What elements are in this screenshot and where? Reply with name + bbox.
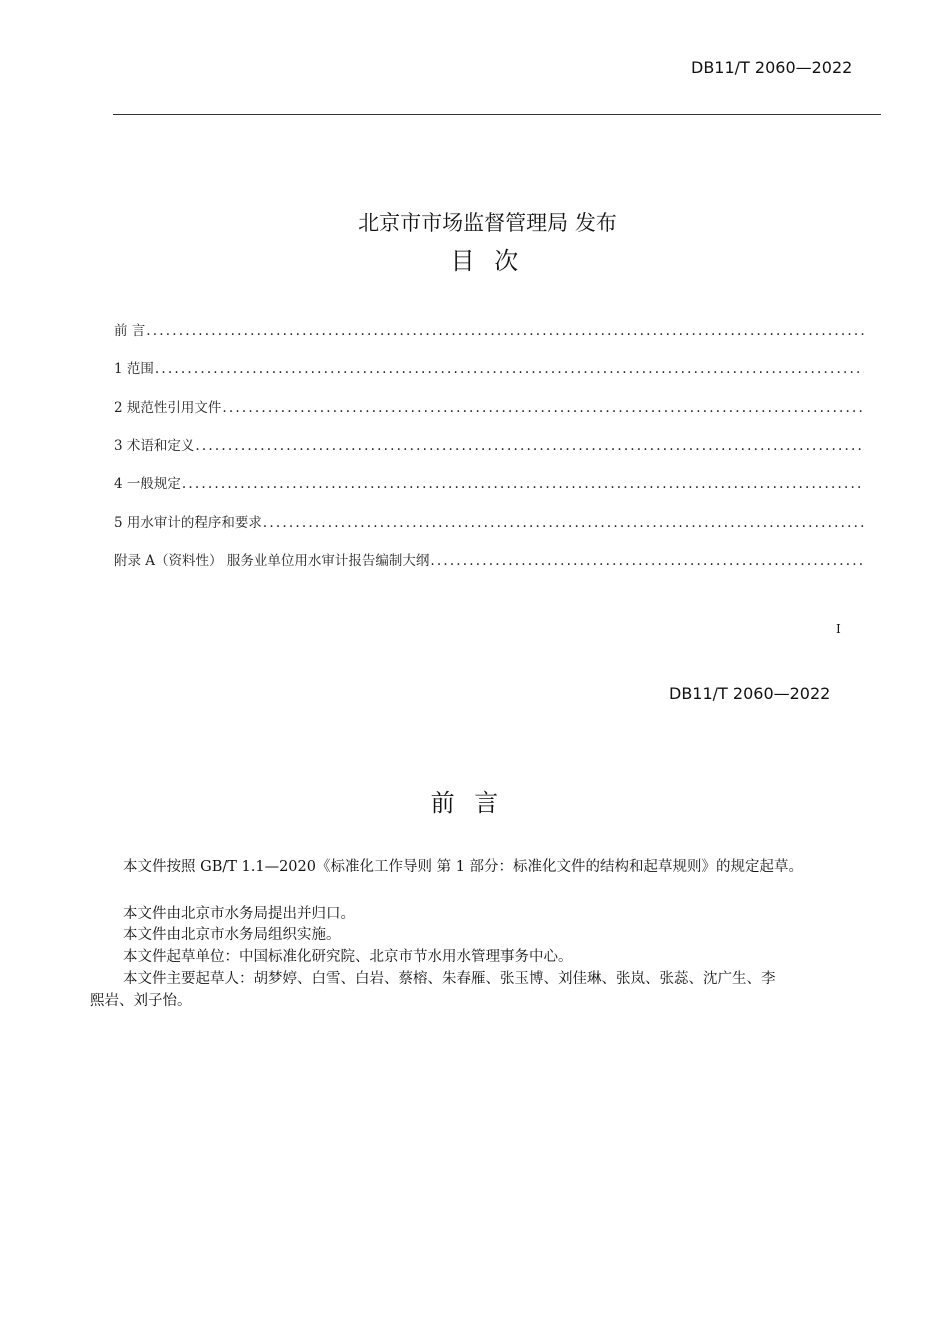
foreword-paragraph: 本文件起草单位：中国标准化研究院、北京市节水用水管理事务中心。 [123,949,573,965]
header-standard-code: DB11/T 2060—2022 [691,58,853,77]
toc-item-label: 前 言 [114,323,146,339]
toc-item-general[interactable] [114,472,864,492]
publisher-line: 北京市市场监督管理局 发布 [358,211,617,235]
toc-item-normative-references[interactable] [114,396,864,416]
foreword-paragraph: 本文件由北京市水务局组织实施。 [123,927,341,943]
header-rule [113,114,881,115]
page2-standard-code: DB11/T 2060—2022 [669,684,831,703]
toc-title: 目 次 [450,247,525,275]
toc-item-label: 5 用水审计的程序和要求 [114,515,262,531]
toc-item-terms[interactable] [114,434,864,454]
toc-item-label: 3 术语和定义 [114,438,195,454]
toc-item-label: 4 一般规定 [114,476,181,492]
toc-item-scope[interactable] [114,357,864,377]
toc-item-label: 附录 A（资料性） 服务业单位用水审计报告编制大纲 [114,553,430,569]
toc-item-procedures[interactable] [114,511,864,531]
toc-item-label: 1 范围 [114,361,154,377]
toc-item-foreword[interactable] [114,319,864,339]
foreword-paragraph: 本文件按照 GB/T 1.1—2020《标准化工作导则 第 1 部分：标准化文件的结构和起草规则》的规定起草。 [123,859,804,875]
toc-item-label: 2 规范性引用文件 [114,400,222,416]
foreword-paragraph: 熙岩、刘子怡。 [90,993,192,1009]
foreword-paragraph: 本文件主要起草人：胡梦婷、白雪、白岩、蔡榕、朱春雁、张玉博、刘佳琳、张岚、张蕊、沈广生、李 [123,971,776,987]
foreword-paragraph: 本文件由北京市水务局提出并归口。 [123,906,355,922]
toc-item-appendix-a[interactable] [114,549,864,569]
page-number: I [836,622,841,636]
foreword-title: 前 言 [430,789,505,817]
